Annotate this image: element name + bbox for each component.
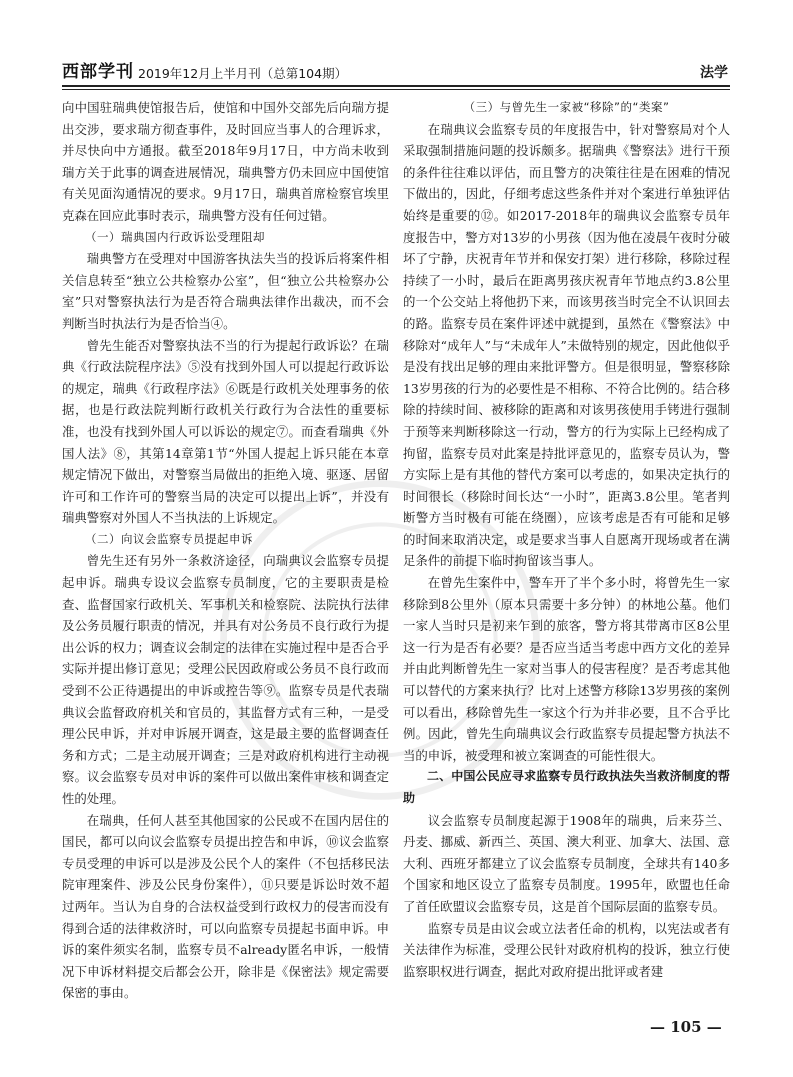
header-left xyxy=(62,57,347,82)
body-paragraph: 监察专员是由议会或立法者任命的机构，以宪法或者有关法律作为标准，受理公民针对政府机构的投诉，独立行使监察职权进行调查，据此对政府提出批评或者建 xyxy=(403,920,730,979)
body-paragraph: 议会监察专员制度起源于1908年的瑞典，后来芬兰、丹麦、挪威、新西兰、英国、澳大利亚、加拿大、法国、意大利、西班牙都建立了议会监察专员制度，全球共有140多个国家和地区设立了监察专员制度。1995年，欧盟也任命了首任欧盟议会监察专员，这是首个国际层面的监察专员。 xyxy=(403,812,730,914)
journal-name: 西部学刊 xyxy=(62,62,134,82)
left-column xyxy=(62,97,389,1004)
section-subheading: （二）向议会监察专员提起申诉 xyxy=(85,531,253,546)
header-rule-thin xyxy=(62,89,730,90)
section-subheading: （一）瑞典国内行政诉讼受理阻却 xyxy=(85,229,265,244)
section-name: 法学 xyxy=(700,65,728,81)
body-paragraph: 在瑞典，任何人甚至其他国家的公民或不在国内居住的国民，都可以向议会监察专员提出控告和申诉，⑩议会监察专员受理的申诉可以是涉及公民个人的案件（不包括移民法院审理案件、涉及公民身份案件），⑪只要是诉讼时效不超过两年。当认为自身的合法权益受到行政权力的侵害而没有得到合适的法律救济时，可以向监察专员提起书面申诉。申诉的案件须实名制，监察专员不already匿名申诉，一般情况下申诉材料提交后都会公开，除非是《保密法》规定需要保密的事由。 xyxy=(62,812,389,1001)
running-header xyxy=(62,60,730,82)
body-paragraph: 在曾先生案件中，警车开了半个多小时，将曾先生一家移除到8公里外（原本只需要十多分钟）的林地公墓。他们一家人当时只是初来乍到的旅客，警方将其带离市区8公里这一行为是否有必要？是否应当适当考虑中西方文化的差异并由此判断曾先生一家对当事人的侵害程度？是否考虑其他可以替代的方案来执行？比对上述警方移除13岁男孩的案例可以看出，移除曾先生一家这个行为并非必要，且不合乎比例。因此，曾先生向瑞典议会行政监察专员提起警方执法不当的申诉，被受理和被立案调查的可能性很大。 xyxy=(403,575,730,763)
issue-info: 2019年12月上半月刊（总第104期） xyxy=(138,66,348,81)
body-paragraph: 向中国驻瑞典使馆报告后，使馆和中国外交部先后向瑞方提出交涉，要求瑞方彻查事件，及时回应当事人的合理诉求，并尽快向中方通报。截至2018年9月17日，中方尚未收到瑞方关于此事的调查进展情况，瑞典警方仍未回应中国使馆有关见面沟通情况的要求。9月17日，瑞典首席检察官埃里克森在回应此事时表示，瑞典警方没有任何过错。 xyxy=(62,100,389,223)
right-column xyxy=(403,97,730,982)
body-paragraph: 曾先生能否对警察执法不当的行为提起行政诉讼？在瑞典《行政法院程序法》⑤没有找到外国人可以提起行政诉讼的规定，瑞典《行政程序法》⑥既是行政机关处理事务的依据，也是行政法院判断行政机关行政行为合法性的重要标准，也没有找到外国人可以诉讼的规定⑦。而查看瑞典《外国人法》⑧，其第14章第1节“外国人提起上诉只能在本章规定情况下做出，对警察当局做出的拒绝入境、驱逐、居留许可和工作许可的警察当局的决定可以提出上诉”，并没有瑞典警察对外国人不当执法的上诉规定。 xyxy=(62,337,389,526)
body-paragraph: 曾先生还有另外一条救济途径，向瑞典议会监察专员提起申诉。瑞典专设议会监察专员制度，它的主要职责是检查、监督国家行政机关、军事机关和检察院、法院执行法律及公务员履行职责的情况，并具有对公务员不良行政行为提出公诉的权力；调查议会制定的法律在实施过程中是否合乎实际并提出修订意见；受理公民因政府或公务员不良行政而受到不公正待遇提出的申诉或控告等⑨。监察专员是代表瑞典议会监督政府机关和官员的，其监督方式有三种，一是受理公民申诉，并对申诉展开调查，这是最主要的监督调查任务和方式；二是主动展开调查；三是对政府机构进行主动视察。议会监察专员对申诉的案件可以做出案件审核和调查定性的处理。 xyxy=(62,553,389,806)
page-number: — 105 — xyxy=(650,1018,722,1036)
body-paragraph: 瑞典警方在受理对中国游客执法失当的投诉后将案件相关信息转至“独立公共检察办公室”，但“独立公共检察办公室”只对警察执法行为是否符合瑞典法律作出裁决，而不会判断当时执法行为是否恰当④。 xyxy=(62,251,389,331)
section-subheading: （三）与曾先生一家被“移除”的“类案” xyxy=(463,100,670,114)
section-heading: 二、中国公民应寻求监察专员行政执法失当救济制度的帮助 xyxy=(403,769,730,805)
header-rule-thick xyxy=(62,85,730,87)
body-paragraph: 在瑞典议会监察专员的年度报告中，针对警察局对个人采取强制措施问题的投诉颇多。据瑞典《警察法》进行干预的条件往往难以评估，而且警方的决策往往是在困难的情况下做出的，因此，仔细考虑这些条件并对个案进行单独评估始终是重要的⑫。如2017-2018年的瑞典议会监察专员年度报告中，警方对13岁的小男孩（因为他在凌晨午夜时分破坏了宁静，庆祝青年节并和保安打架）进行移除，移除过程持续了一小时，最后在距离男孩庆祝青年节地点约3.8公里的一个公交站上将他扔下来，而该男孩当时完全不认识回去的路。监察专员在案件评述中就提到，虽然在《警察法》中移除对“成年人”与“未成年人”未做特别的规定，因此他似乎是没有找出足够的理由来批评警方。但是很明显，警察移除13岁男孩的行为的必要性是不相称、不符合比例的。结合移除的持续时间、被移除的距离和对该男孩使用手铐进行强制于预等来判断移除这一行动，警方的行为实际上已经构成了拘留，监察专员对此案是持批评意见的，监察专员认为，警方实际上是有其他的替代方案可以考虑的，如果决定执行的时间很长（移除时间长达“一小时”，距离3.8公里。笔者判断警方当时极有可能在绕圈），应该考虑是否有可能和足够的时间来取消决定，或是要求当事人自愿离开现场或者在满足条件的前提下临时拘留该当事人。 xyxy=(403,121,730,569)
